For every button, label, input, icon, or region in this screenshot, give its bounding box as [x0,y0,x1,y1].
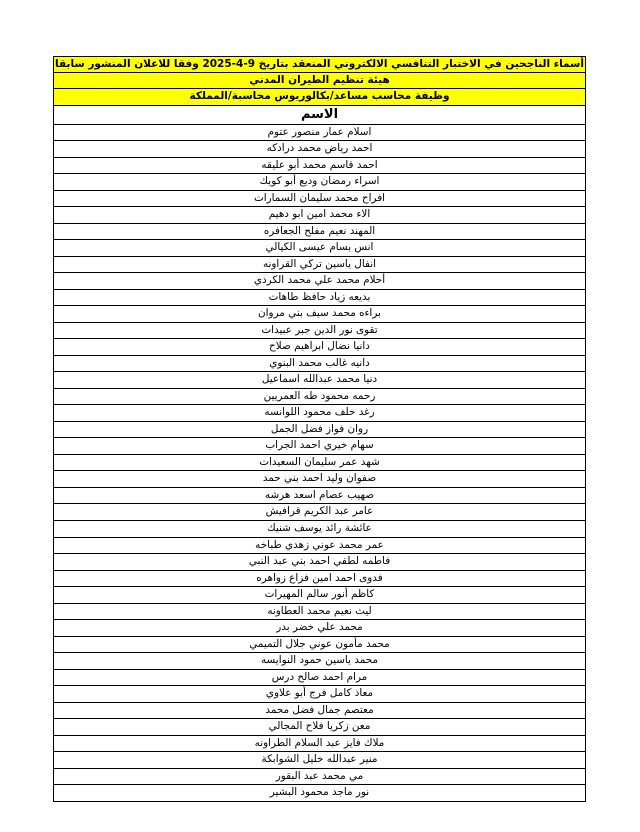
results-table [53,56,586,802]
candidate-name: مي محمد عبد البقور [54,768,586,785]
table-row [54,405,586,422]
table-row [54,289,586,306]
candidate-name: نور ماجد محمود البشير [54,785,586,802]
candidate-name: صفوان وليد احمد بني حمد [54,471,586,488]
table-row [54,256,586,273]
table-row [54,306,586,323]
candidate-name: اسراء رمضان وديع أبو كويك [54,174,586,191]
table-row [54,570,586,587]
table-row [54,587,586,604]
candidate-name: انس بسام عيسى الكيالي [54,240,586,257]
candidate-name: أحلام محمد علي محمد الكردي [54,273,586,290]
table-row [54,273,586,290]
table-row [54,537,586,554]
announcement-title: أسماء الناجحين في الاختبار التنافسي الالكتروني المنعقد بتاريخ 9-4-2025 وفقا للاعلان المنشور سابقا [54,57,586,73]
header-row-title [54,57,586,73]
table-row [54,620,586,637]
candidate-name: معن زكريا فلاح المجالي [54,719,586,736]
table-row [54,190,586,207]
candidate-name: عمر محمد عوني زهدي طباخه [54,537,586,554]
position-title: وظيفة محاسب مساعد/بكالوريوس محاسبة/المملكة [54,89,586,105]
candidate-name: فاطمه لطفي احمد بني عبد النبي [54,554,586,571]
table-row [54,207,586,224]
candidate-name: اسلام عمار منصور عتوم [54,124,586,141]
candidate-name: شهد عمر سليمان السعيدات [54,454,586,471]
table-row [54,322,586,339]
column-header-name: الاسم [54,105,586,124]
table-row [54,752,586,769]
candidate-name: انفال ياسين تركي القراونه [54,256,586,273]
table-row [54,504,586,521]
table-row [54,653,586,670]
table-row [54,686,586,703]
candidate-name: فدوى احمد امين فزاع زواهره [54,570,586,587]
table-row [54,719,586,736]
candidate-name: عائشة رائد يوسف شنيك [54,520,586,537]
table-row [54,438,586,455]
candidate-name: عامر عبد الكريم قرافيش [54,504,586,521]
table-row [54,454,586,471]
candidate-name: محمد علي خضر بدر [54,620,586,637]
candidate-name: معتصم جمال فضل محمد [54,702,586,719]
candidate-name: محمد مأمون عوني جلال التميمي [54,636,586,653]
table-row [54,785,586,802]
candidate-name: دنيا محمد عبدالله اسماعيل [54,372,586,389]
table-row [54,355,586,372]
candidate-name: المهند نعيم مفلح الجعافره [54,223,586,240]
candidate-name: احمد قاسم محمد أبو عليقه [54,157,586,174]
candidate-name: مرام احمد صالح درس [54,669,586,686]
candidate-name: روان فواز فضل الجمل [54,421,586,438]
table-row [54,554,586,571]
candidate-name: صهيب عصام اسعد هرشه [54,487,586,504]
candidate-name: الاء محمد امين ابو دهيم [54,207,586,224]
table-row [54,157,586,174]
table-row [54,702,586,719]
candidate-name: معاذ كامل فرج أبو علاوي [54,686,586,703]
candidate-name: رغد خلف محمود اللوانسه [54,405,586,422]
table-row [54,603,586,620]
candidate-name: دانيا نضال ابراهيم صلاح [54,339,586,356]
candidate-name: بديعه زياد حافظ طاهات [54,289,586,306]
candidate-name: كاظم أنور سالم المهيرات [54,587,586,604]
header-row-authority [54,73,586,89]
candidate-name: احمد رياض محمد درادكه [54,141,586,158]
candidate-name: براءه محمد سيف بني مروان [54,306,586,323]
table-row [54,768,586,785]
candidate-name: ليث نعيم محمد العطاونه [54,603,586,620]
candidate-name: محمد ياسين حمود النوايسه [54,653,586,670]
candidate-name: ملاك فايز عبد السلام الطراونه [54,735,586,752]
column-header-row [54,105,586,124]
authority-name: هيئة تنظيم الطيران المدني [54,73,586,89]
table-row [54,520,586,537]
table-row [54,240,586,257]
table-row [54,487,586,504]
table-row [54,372,586,389]
table-row [54,124,586,141]
candidate-name: تقوى نور الدين جبر عبيدات [54,322,586,339]
candidate-name: منير عبدالله خليل الشوابكة [54,752,586,769]
table-row [54,339,586,356]
header-row-position [54,89,586,105]
table-row [54,141,586,158]
table-row [54,636,586,653]
candidate-name: دانيه غالب محمد البنوي [54,355,586,372]
candidate-name: سهام خيري احمد الجراب [54,438,586,455]
table-row [54,421,586,438]
table-row [54,388,586,405]
table-row [54,174,586,191]
candidate-name: افراح محمد سليمان السمارات [54,190,586,207]
candidate-name: رحمه محمود طه العمريين [54,388,586,405]
table-row [54,223,586,240]
table-row [54,669,586,686]
table-row [54,735,586,752]
table-row [54,471,586,488]
